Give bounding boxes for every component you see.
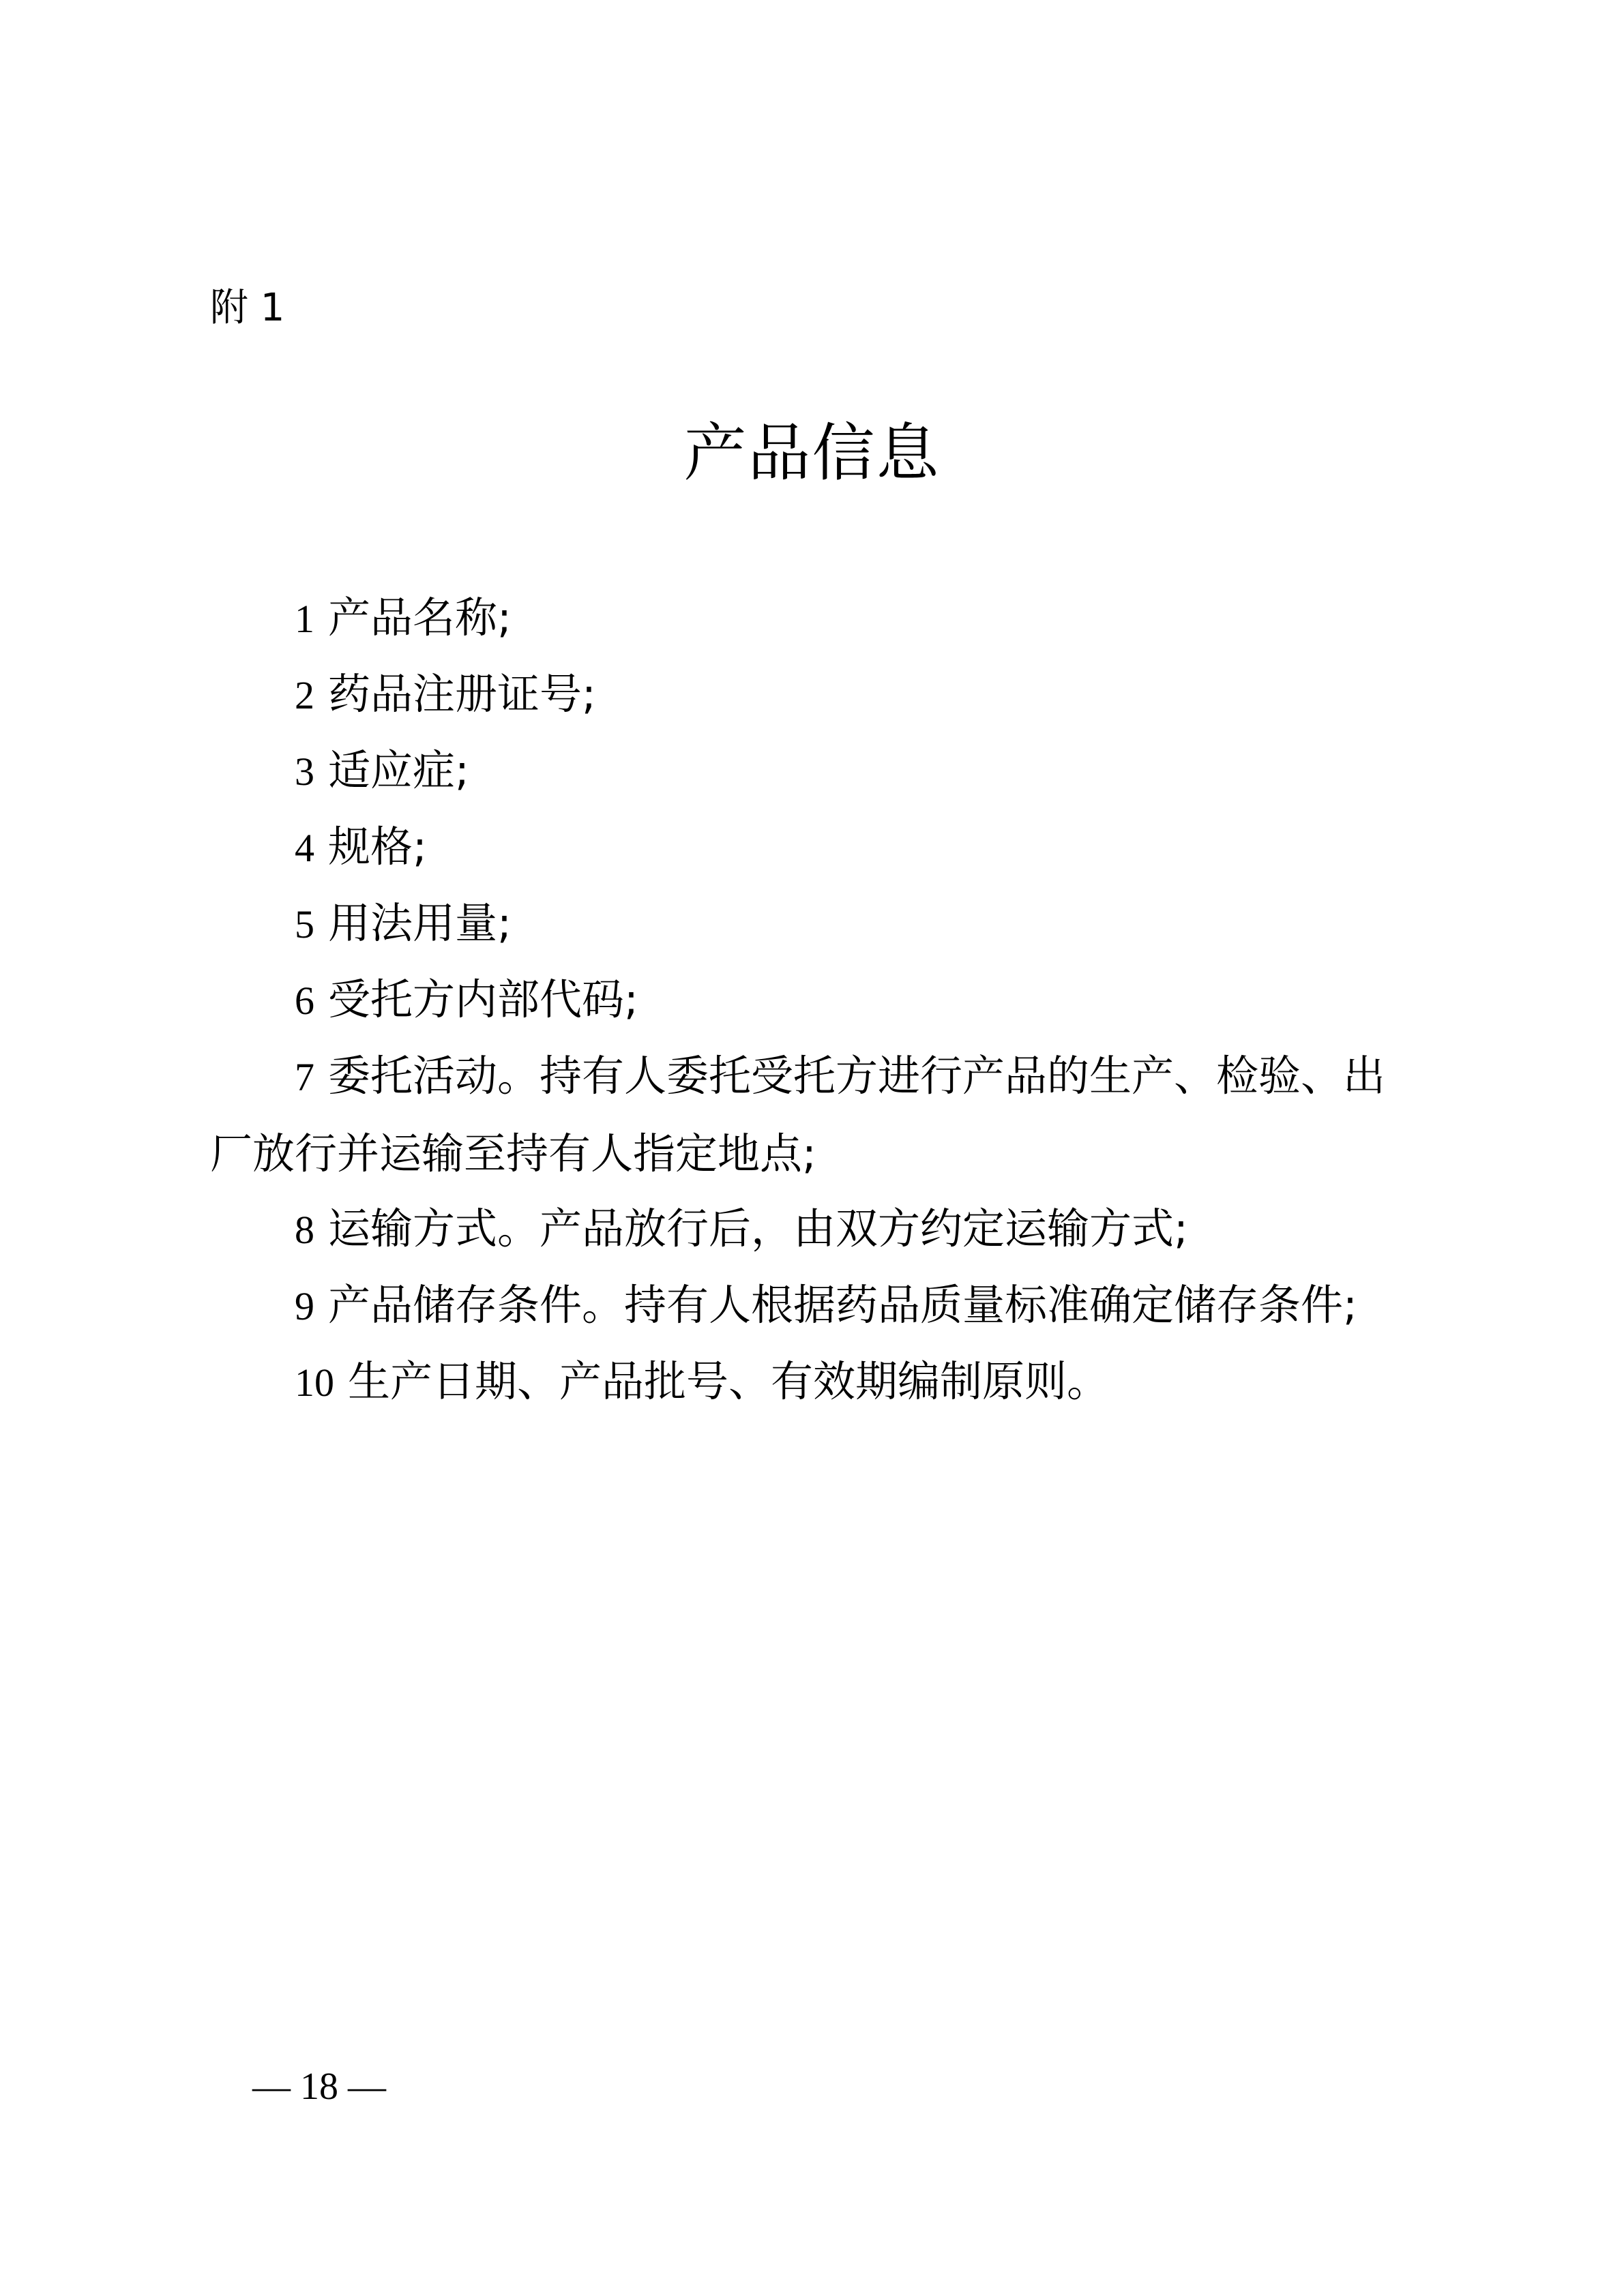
item-text: 产品名称; xyxy=(328,593,512,642)
item-text: 委托活动。持有人委托受托方进行产品的生产、检验、出厂放行并运输至持有人指定地点; xyxy=(210,1051,1386,1178)
item-number: 4 xyxy=(295,826,314,870)
item-number: 5 xyxy=(295,902,314,946)
page-number: — 18 — xyxy=(252,2066,386,2108)
item-number: 10 xyxy=(295,1360,334,1405)
item-number: 3 xyxy=(295,749,314,794)
list-item xyxy=(295,1343,1109,1421)
list-item xyxy=(295,580,512,657)
list-item xyxy=(295,1191,1188,1268)
item-text: 规格; xyxy=(328,822,427,871)
item-number: 6 xyxy=(295,979,314,1023)
attachment-label: 附 1 xyxy=(210,286,285,330)
list-item xyxy=(295,732,469,810)
item-number: 7 xyxy=(295,1055,314,1099)
list-item xyxy=(295,885,512,963)
item-text: 适应症; xyxy=(328,745,469,795)
list-item xyxy=(210,1038,1424,1192)
item-text: 生产日期、产品批号、有效期编制原则。 xyxy=(348,1356,1110,1406)
item-number: 1 xyxy=(295,597,314,641)
page-title: 产品信息 xyxy=(683,417,941,490)
item-text: 受托方内部代码; xyxy=(328,974,638,1024)
list-item xyxy=(295,961,638,1039)
item-number: 9 xyxy=(295,1284,314,1328)
item-text: 药品注册证号; xyxy=(328,669,596,719)
item-number: 2 xyxy=(295,673,314,717)
item-text: 运输方式。产品放行后，由双方约定运输方式; xyxy=(328,1204,1188,1253)
list-item xyxy=(295,656,596,734)
list-item xyxy=(295,809,427,886)
item-text: 产品储存条件。持有人根据药品质量标准确定储存条件; xyxy=(328,1280,1357,1330)
item-text: 用法用量; xyxy=(328,898,512,948)
list-item xyxy=(295,1267,1357,1345)
item-number: 8 xyxy=(295,1208,314,1252)
